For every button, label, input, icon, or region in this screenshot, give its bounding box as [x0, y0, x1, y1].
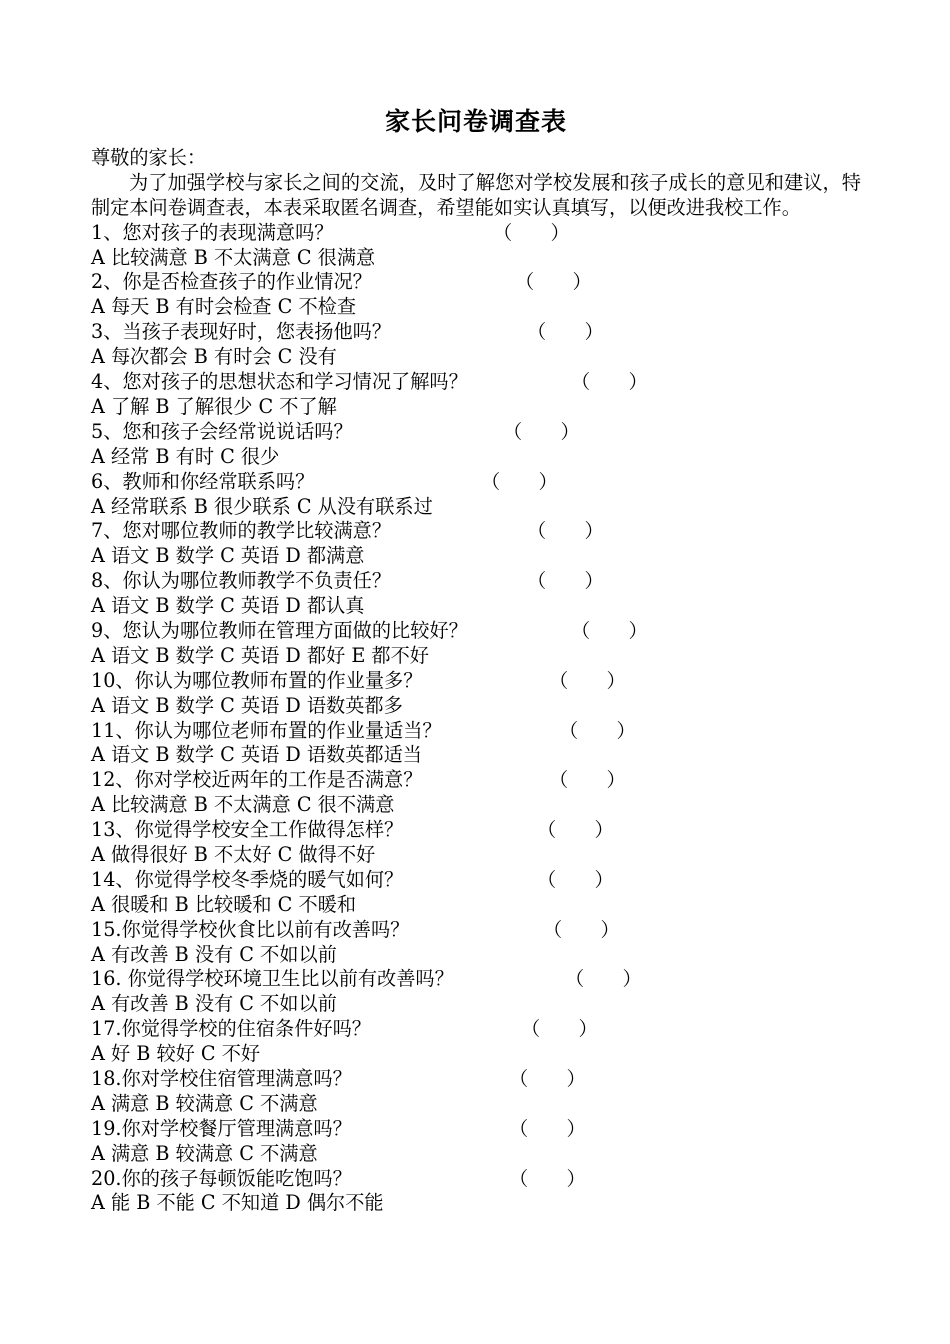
- options-8: A 语文 B 数学 C 英语 D 都认真: [91, 594, 365, 618]
- question-15: [91, 918, 861, 943]
- options-15: A 有改善 B 没有 C 不如以前: [91, 942, 337, 966]
- question-text: 2、你是否检查孩子的作业情况？: [91, 270, 372, 294]
- question-13: [91, 818, 861, 843]
- answer-blank[interactable]: （ ）: [503, 419, 580, 443]
- question-text: 12、你对学校近两年的工作是否满意？: [91, 768, 423, 792]
- question-text: 10、你认为哪位教师布置的作业量多？: [91, 668, 423, 692]
- question-text: 16. 你觉得学校环境卫生比以前有改善吗？: [91, 967, 454, 991]
- question-16: [91, 967, 861, 992]
- question-9: [91, 619, 861, 644]
- answer-blank[interactable]: （ ）: [527, 320, 604, 344]
- question-text: 15.你觉得学校伙食比以前有改善吗？: [91, 917, 410, 941]
- greeting: 尊敬的家长：: [91, 146, 207, 169]
- options-17: A 好 B 较好 C 不好: [91, 1042, 261, 1066]
- answer-blank[interactable]: （ ）: [509, 1066, 586, 1090]
- question-12: [91, 768, 861, 793]
- options-1: A 比较满意 B 不太满意 C 很满意: [91, 245, 376, 269]
- answer-blank[interactable]: （ ）: [509, 1166, 586, 1190]
- question-4: [91, 370, 861, 395]
- answer-blank[interactable]: （ ）: [527, 569, 604, 593]
- answer-blank[interactable]: （ ）: [509, 1116, 586, 1140]
- question-5: [91, 420, 861, 445]
- question-text: 3、当孩子表现好时，您表扬他吗？: [91, 320, 392, 344]
- question-list: [91, 221, 861, 1217]
- question-10: [91, 669, 861, 694]
- question-3: [91, 320, 861, 345]
- question-text: 14、你觉得学校冬季烧的暖气如何？: [91, 867, 404, 891]
- answer-blank[interactable]: （ ）: [549, 768, 626, 792]
- options-7: A 语文 B 数学 C 英语 D 都满意: [91, 544, 365, 568]
- question-text: 8、你认为哪位教师教学不负责任？: [91, 569, 392, 593]
- options-16: A 有改善 B 没有 C 不如以前: [91, 992, 337, 1016]
- question-text: 11、你认为哪位老师布置的作业量适当？: [91, 718, 442, 742]
- options-6: A 经常联系 B 很少联系 C 从没有联系过: [91, 494, 433, 518]
- answer-blank[interactable]: （ ）: [559, 718, 636, 742]
- question-text: 9、您认为哪位教师在管理方面做的比较好？: [91, 618, 468, 642]
- answer-blank[interactable]: （ ）: [481, 469, 558, 493]
- question-2: [91, 270, 861, 295]
- question-text: 20.你的孩子每顿饭能吃饱吗？: [91, 1166, 352, 1190]
- options-19: A 满意 B 较满意 C 不满意: [91, 1141, 318, 1165]
- answer-blank[interactable]: （ ）: [571, 370, 648, 394]
- options-4: A 了解 B 了解很少 C 不了解: [91, 394, 337, 418]
- question-text: 13、你觉得学校安全工作做得怎样？: [91, 818, 404, 842]
- answer-blank[interactable]: （ ）: [515, 270, 592, 294]
- question-19: [91, 1117, 861, 1142]
- answer-blank[interactable]: （ ）: [565, 967, 642, 991]
- options-14: A 很暖和 B 比较暖和 C 不暖和: [91, 892, 357, 916]
- options-2: A 每天 B 有时会检查 C 不检查: [91, 295, 357, 319]
- question-text: 18.你对学校住宿管理满意吗？: [91, 1066, 352, 1090]
- options-20: A 能 B 不能 C 不知道 D 偶尔不能: [91, 1191, 384, 1215]
- answer-blank[interactable]: （ ）: [537, 818, 614, 842]
- options-18: A 满意 B 较满意 C 不满意: [91, 1091, 318, 1115]
- answer-blank[interactable]: （ ）: [543, 917, 620, 941]
- question-14: [91, 868, 861, 893]
- survey-body: [91, 146, 861, 1216]
- question-11: [91, 719, 861, 744]
- answer-blank[interactable]: （ ）: [571, 618, 648, 642]
- question-text: 4、您对孩子的思想状态和学习情况了解吗？: [91, 370, 468, 394]
- options-13: A 做得很好 B 不太好 C 做得不好: [91, 842, 376, 866]
- options-9: A 语文 B 数学 C 英语 D 都好 E 都不好: [91, 643, 429, 667]
- answer-blank[interactable]: （ ）: [493, 220, 570, 244]
- question-7: [91, 519, 861, 544]
- question-8: [91, 569, 861, 594]
- question-1: [91, 221, 861, 246]
- question-text: 17.你觉得学校的住宿条件好吗？: [91, 1017, 371, 1041]
- options-10: A 语文 B 数学 C 英语 D 语数英都多: [91, 693, 403, 717]
- page-title: 家长问卷调查表: [384, 107, 567, 136]
- question-text: 19.你对学校餐厅管理满意吗？: [91, 1116, 352, 1140]
- question-text: 5、您和孩子会经常说说话吗？: [91, 419, 353, 443]
- question-20: [91, 1167, 861, 1192]
- answer-blank[interactable]: （ ）: [521, 1017, 598, 1041]
- question-text: 1、您对孩子的表现满意吗？: [91, 220, 334, 244]
- answer-blank[interactable]: （ ）: [527, 519, 604, 543]
- options-5: A 经常 B 有时 C 很少: [91, 444, 280, 468]
- question-6: [91, 470, 861, 495]
- answer-blank[interactable]: （ ）: [549, 668, 626, 692]
- question-17: [91, 1017, 861, 1042]
- intro-paragraph: 为了加强学校与家长之间的交流，及时了解您对学校发展和孩子成长的意见和建议，特制定本问卷调查表，本表采取匿名调查，希望能如实认真填写，以便改进我校工作。: [91, 170, 861, 219]
- options-12: A 比较满意 B 不太满意 C 很不满意: [91, 793, 395, 817]
- question-text: 6、教师和你经常联系吗？: [91, 469, 315, 493]
- answer-blank[interactable]: （ ）: [537, 867, 614, 891]
- question-18: [91, 1067, 861, 1092]
- options-11: A 语文 B 数学 C 英语 D 语数英都适当: [91, 743, 422, 767]
- question-text: 7、您对哪位教师的教学比较满意？: [91, 519, 392, 543]
- options-3: A 每次都会 B 有时会 C 没有: [91, 345, 337, 369]
